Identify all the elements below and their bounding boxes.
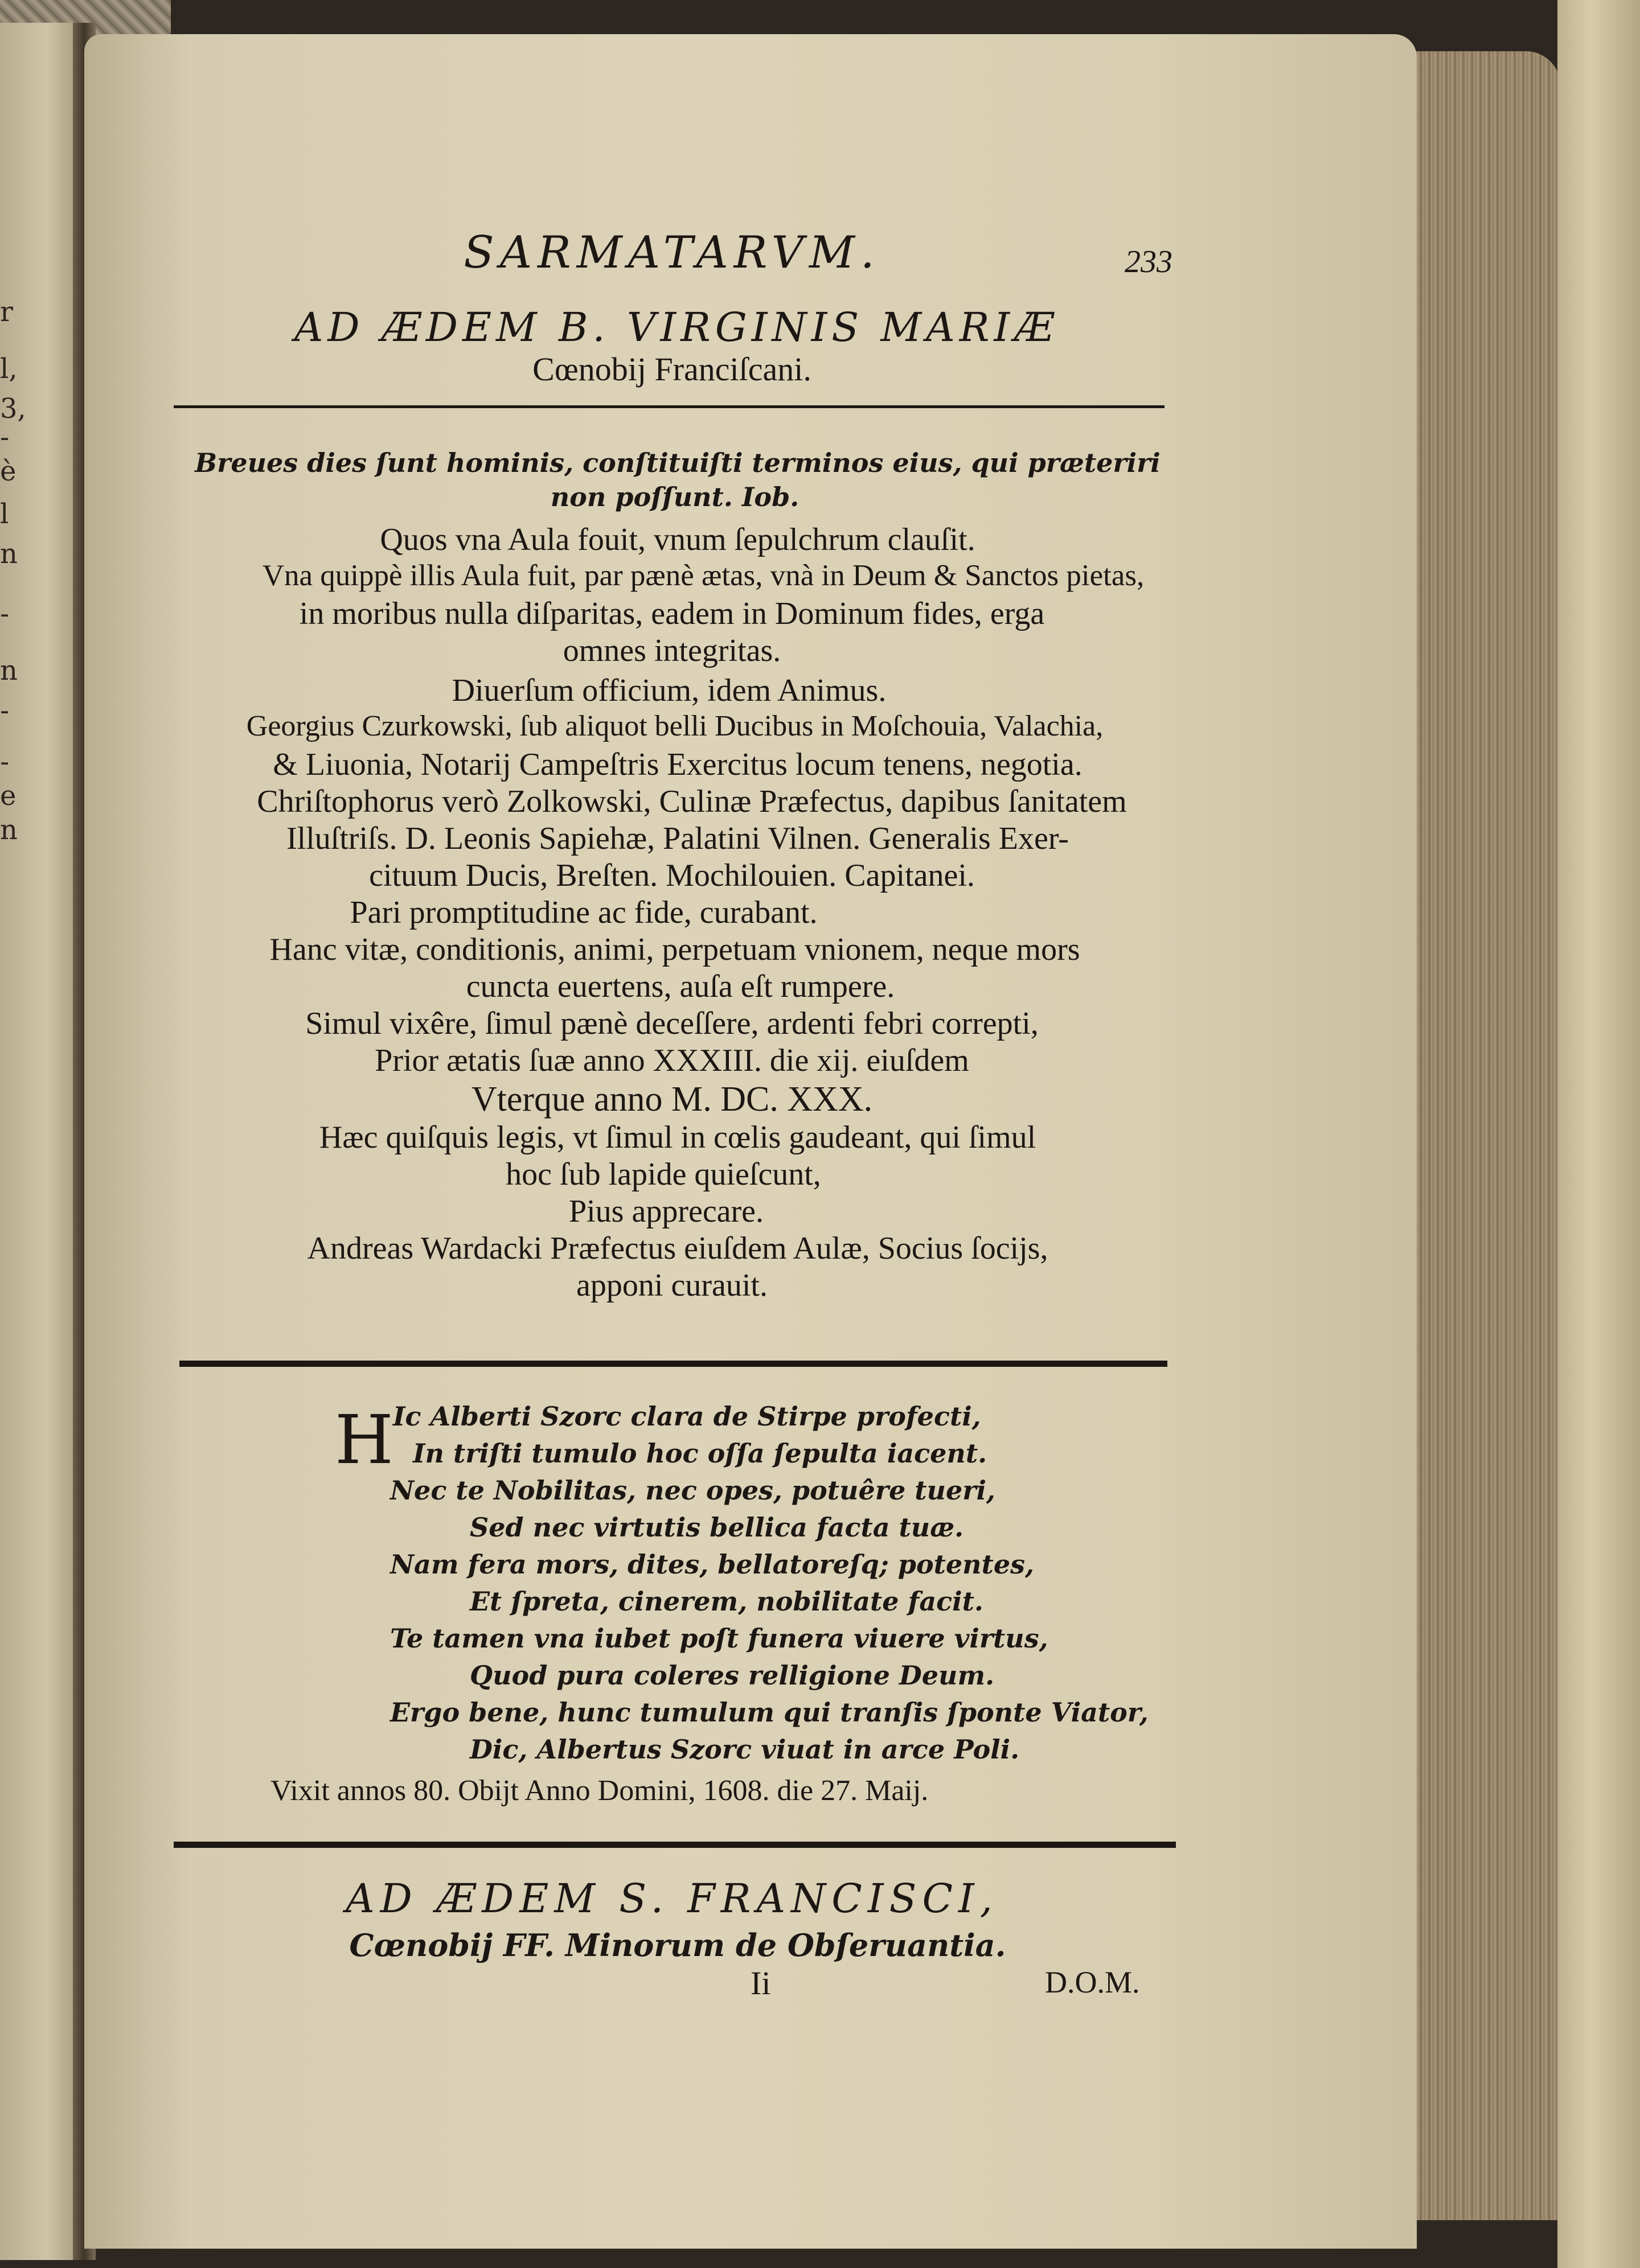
epitaph-line: Chriſtophorus verò Zolkowski, Culinæ Præfectus, dapibus ſanitatem [257, 784, 1127, 819]
epitaph-line: omnes integritas. [563, 633, 781, 668]
epitaph-line: hoc ſub lapide quieſcunt, [506, 1157, 821, 1192]
cover-board [1557, 0, 1640, 2268]
closing-line: Vixit annos 80. Obijt Anno Domini, 1608. die 27. Maij. [270, 1774, 929, 1807]
margin-letter: n [0, 814, 18, 846]
section-heading: AD ÆDEM S. FRANCISCI, [346, 1875, 998, 1922]
drop-cap: H [335, 1400, 393, 1479]
poem-line: In triſti tumulo hoc oſſa ſepulta iacent. [413, 1438, 987, 1469]
epitaph-line: Hæc quiſquis legis, vt ſimul in cœlis gaudeant, qui ſimul [319, 1120, 1036, 1155]
poem-line: Quod pura coleres relligione Deum. [470, 1660, 995, 1691]
margin-letter: - [0, 695, 10, 726]
epitaph-line: Vna quippè illis Aula fuit, par pænè ætas, vnà in Deum & Sanctos pietas, [262, 559, 1145, 592]
poem-line: Nam fera mors, dites, bellatoreſq; potentes, [390, 1549, 1035, 1580]
margin-letter: r [0, 296, 13, 328]
catchword: D.O.M. [1045, 1965, 1140, 1999]
signature-mark: Ii [751, 1965, 771, 2002]
epitaph-line: Pius apprecare. [568, 1194, 764, 1229]
epitaph-line: Illuſtriſs. D. Leonis Sapiehæ, Palatini Vilnen. Generalis Exer- [286, 821, 1069, 856]
epitaph-line: Diuerſum officium, idem Animus. [452, 673, 887, 708]
section-heading: AD ÆDEM B. VIRGINIS MARIÆ [294, 304, 1059, 351]
epitaph-line: cuncta euertens, auſa eſt rumpere. [466, 969, 895, 1004]
margin-letter: n [0, 538, 18, 570]
divider-rule [174, 1842, 1176, 1848]
page-number: 233 [1125, 244, 1172, 280]
margin-letter: n [0, 655, 18, 687]
poem-line: Dic, Albertus Szorc viuat in arce Poli. [470, 1734, 1020, 1765]
epitaph-line: Andreas Wardacki Præfectus eiuſdem Aulæ, Socius ſocijs, [307, 1231, 1048, 1266]
section-subheading: Cœnobij Franciſcani. [532, 351, 811, 388]
margin-letter: è [0, 455, 17, 487]
margin-letter: - [0, 746, 10, 778]
epitaph-line: apponi curauit. [576, 1268, 768, 1303]
epitaph-line: Georgius Czurkowski, ſub aliquot belli Ducibus in Moſchouia, Valachia, [246, 710, 1104, 742]
epitaph-line: in moribus nulla diſparitas, eadem in Dominum fides, erga [299, 596, 1045, 631]
divider-rule [174, 405, 1165, 408]
epitaph-line: Simul vixêre, ſimul pænè deceſſere, ardenti febri correpti, [305, 1006, 1039, 1041]
divider-rule [179, 1361, 1167, 1367]
margin-letter: l [0, 498, 9, 530]
poem-line: Ergo bene, hunc tumulum qui tranſis ſponte Viator, [390, 1697, 1149, 1728]
epitaph-line: cituum Ducis, Breſten. Mochilouien. Capitanei. [369, 858, 975, 893]
poem-line: Ic Alberti Szorc clara de Stirpe profecti, [393, 1401, 981, 1432]
epitaph-line: non poſſunt. Iob. [550, 482, 800, 512]
section-subheading: Cœnobij FF. Minorum de Obſeruantia. [349, 1927, 1006, 1963]
poem-line: Et ſpreta, cinerem, nobilitate facit. [470, 1586, 983, 1617]
poem-line: Te tamen vna iubet poſt funera viuere virtus, [390, 1623, 1048, 1654]
epitaph-line: Quos vna Aula fouit, vnum ſepulchrum clauſit. [380, 522, 975, 557]
margin-letter: l, [0, 353, 18, 385]
epitaph-line: Hanc vitæ, conditionis, animi, perpetuam vnionem, neque mors [269, 932, 1080, 967]
margin-letter: - [0, 598, 10, 630]
running-title: SARMATARVM. [464, 227, 880, 278]
epitaph-line: Pari promptitudine ac fide, curabant. [350, 895, 818, 930]
poem-line: Nec te Nobilitas, nec opes, potuêre tueri, [390, 1475, 995, 1506]
margin-letter: e [0, 780, 17, 812]
epitaph-line: Vterque anno M. DC. XXX. [471, 1080, 873, 1119]
epitaph-line: & Liuonia, Notarij Campeſtris Exercitus locum tenens, negotia. [273, 747, 1083, 782]
poem-line: Sed nec virtutis bellica facta tuæ. [470, 1512, 964, 1543]
margin-letter: 3, [0, 393, 26, 425]
epitaph-line: Prior ætatis ſuæ anno XXXIII. die xij. eiuſdem [375, 1043, 969, 1078]
margin-letter: - [0, 421, 10, 453]
epitaph-line: Breues dies ſunt hominis, conſtituiſti terminos eius, qui præteriri [195, 447, 1161, 478]
